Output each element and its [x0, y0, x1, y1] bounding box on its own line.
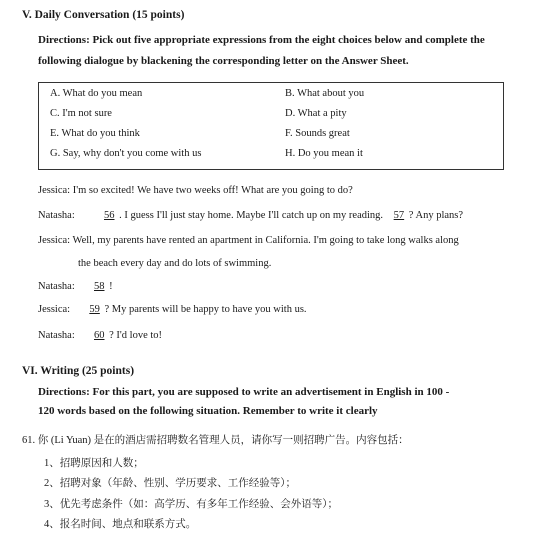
choice-f: F. Sounds great — [285, 128, 350, 139]
directions-line-2: following dialogue by blackening the corresponding letter on the Answer Sheet. — [38, 55, 409, 67]
writing-item-2: 2、招聘对象（年龄、性别、学历要求、工作经验等）； — [44, 478, 296, 489]
dialogue-line — [38, 281, 113, 292]
dialogue-line — [38, 330, 162, 341]
choice-b: B. What about you — [285, 88, 365, 99]
writing-item-1: 1、招聘原因和人数； — [44, 458, 144, 469]
dialogue-text: ? Any plans? — [408, 210, 464, 221]
speaker: Natasha: — [38, 210, 75, 221]
speaker: Jessica: — [38, 304, 71, 315]
dialogue-text: ! — [109, 281, 113, 292]
dialogue-line: Jessica: I'm so excited! We have two weeks off! What are you going to do? — [38, 185, 353, 196]
speaker: Natasha: — [38, 330, 75, 341]
section-6-directions — [38, 383, 524, 421]
blank-59: 59 — [89, 304, 100, 315]
blank-60: 60 — [94, 330, 105, 341]
speaker: Natasha: — [38, 281, 75, 292]
blank-57: 57 — [393, 210, 405, 221]
choice-a: A. What do you mean — [50, 88, 143, 99]
writing-item-3: 3、优先考虑条件（如：高学历、有多年工作经验、会外语等）； — [44, 499, 338, 510]
choice-c: C. I'm not sure — [50, 108, 112, 119]
writing-question: 61. 你 (Li Yuan) 是在的酒店需招聘数名管理人员，请你写一则招聘广告。内容包括： — [22, 435, 409, 446]
choice-e: E. What do you think — [50, 128, 140, 139]
choice-g: G. Say, why don't you come with us — [50, 148, 202, 159]
blank-58: 58 — [94, 281, 105, 292]
section-6-title: VI. Writing (25 points) — [22, 365, 135, 377]
dialogue-text: ? I'd love to! — [109, 330, 163, 341]
choice-d: D. What a pity — [285, 108, 347, 119]
section-5-title: V. Daily Conversation (15 points) — [22, 9, 185, 21]
dialogue-line: the beach every day and do lots of swimming. — [78, 258, 272, 269]
dialogue-line: Jessica: Well, my parents have rented an apartment in California. I'm going to take long walks along — [38, 235, 459, 246]
blank-56: 56 — [104, 210, 115, 221]
section-5-directions — [38, 30, 524, 72]
dialogue-line — [38, 304, 307, 315]
directions-line-1: Directions: For this part, you are supposed to write an advertisement in English in 100 - — [38, 386, 450, 398]
dialogue-text: ? My parents will be happy to have you with us. — [104, 304, 307, 315]
directions-line-2: 120 words based on the following situation. Remember to write it clearly — [38, 405, 378, 417]
choices-box — [38, 82, 504, 170]
dialogue-line — [38, 210, 463, 221]
directions-line-1: Directions: Pick out five appropriate expressions from the eight choices below and complete the — [38, 34, 485, 46]
writing-item-4: 4、报名时间、地点和联系方式。 — [44, 519, 197, 530]
choice-h: H. Do you mean it — [285, 148, 363, 159]
dialogue-text: . I guess I'll just stay home. Maybe I'll catch up on my reading. — [119, 210, 384, 221]
